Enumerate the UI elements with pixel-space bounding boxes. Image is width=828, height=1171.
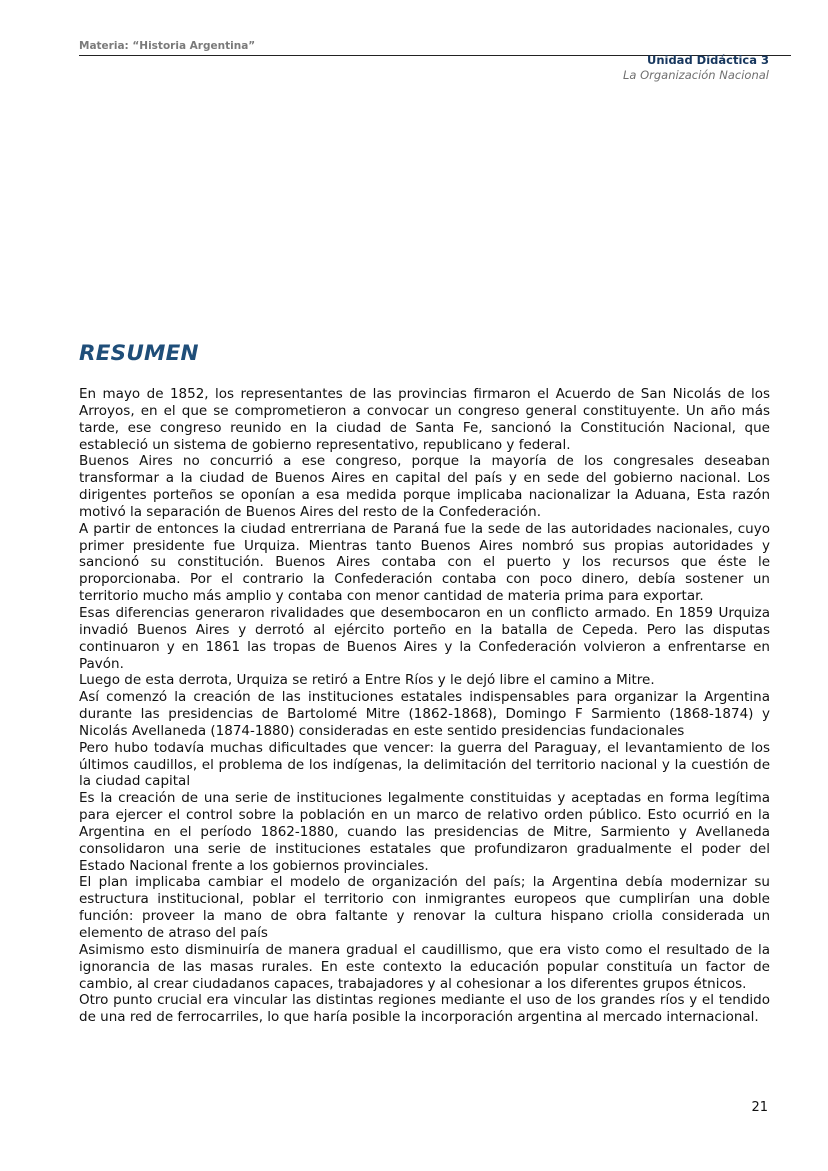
paragraph: Pero hubo todavía muchas dificultades que vencer: la guerra del Paraguay, el levantamiento de los últimos caudillos, el problema de los indígenas, la delimitación del territorio nacional y la cuestión de la ciudad capital xyxy=(79,739,770,790)
paragraph: Asimismo esto disminuiría de manera gradual el caudillismo, que era visto como el resultado de la ignorancia de las masas rurales. En este contexto la educación popular constituía un factor de cambio, al crear ciudadanos capaces, trabajadores y al cohesionar a los diferentes grupos étnicos. xyxy=(79,941,770,992)
paragraph: El plan implicaba cambiar el modelo de organización del país; la Argentina debía modernizar su estructura institucional, poblar el territorio con inmigrantes europeos que cumplirían una doble función: proveer la mano de obra faltante y renovar la cultura hispano criolla considerada un elemento de atraso del país xyxy=(79,874,770,941)
paragraph: Otro punto crucial era vincular las distintas regiones mediante el uso de los grandes ríos y el tendido de una red de ferrocarriles, lo que haría posible la incorporación argentina al mercado internacional. xyxy=(79,992,770,1026)
paragraph: Buenos Aires no concurrió a ese congreso, porque la mayoría de los congresales deseaban transformar a la ciudad de Buenos Aires en capital del país y en sede del gobierno nacional. Los dirigentes porteños se oponían a esa medida porque implicaba nacionalizar la Aduana, Esta razón motivó la separación de Buenos Aires del resto de la Confederación. xyxy=(79,453,770,520)
paragraph: A partir de entonces la ciudad entrerriana de Paraná fue la sede de las autoridades nacionales, cuyo primer presidente fue Urquiza. Mientras tanto Buenos Aires nombró sus propias autoridades y sancionó su constitución. Buenos Aires contaba con el puerto y los recursos que éste le proporcionaba. Por el contrario la Confederación contaba con poco dinero, debía sostener un territorio mucho más amplio y contaba con menor cantidad de materia prima para exportar. xyxy=(79,520,770,605)
paragraph: Así comenzó la creación de las instituciones estatales indispensables para organizar la Argentina durante las presidencias de Bartolomé Mitre (1862-1868), Domingo F Sarmiento (1868-1874) y Nicolás Avellaneda (1874-1880) consideradas en este sentido presidencias fundacionales xyxy=(79,689,770,739)
unit-header: Unidad Didáctica 3 xyxy=(646,53,769,67)
summary-body xyxy=(79,386,770,1026)
unit-title: La Organización Nacional xyxy=(622,68,769,82)
paragraph: Esas diferencias generaron rivalidades que desembocaron en un conflicto armado. En 1859 Urquiza invadió Buenos Aires y derrotó al ejército porteño en la batalla de Cepeda. Pero las disputas continuaron y en 1861 las tropas de Buenos Aires y la Confederación volvieron a enfrentarse en Pavón. xyxy=(79,604,770,672)
paragraph: En mayo de 1852, los representantes de las provincias firmaron el Acuerdo de San Nicolás de los Arroyos, en el que se comprometieron a convocar un congreso general constituyente. Un año más tarde, ese congreso reunido en la ciudad de Santa Fe, sancionó la Constitución Nacional, que estableció un sistema de gobierno representativo, republicano y federal. xyxy=(79,386,770,453)
page-number: 21 xyxy=(751,1100,768,1115)
paragraph: Luego de esta derrota, Urquiza se retiró a Entre Ríos y le dejó libre el camino a Mitre. xyxy=(79,672,655,689)
section-title: RESUMEN xyxy=(79,341,199,366)
subject-header: Materia: “Historia Argentina” xyxy=(79,40,256,52)
paragraph: Es la creación de una serie de instituciones legalmente constituidas y aceptadas en forma legítima para ejercer el control sobre la población en un marco de relativo orden público. Esto ocurrió en la Argentina en el período 1862-1880, cuando las presidencias de Mitre, Sarmiento y Avellaneda consolidaron una serie de instituciones estatales que profundizaron gradualmente el poder del Estado Nacional frente a los gobiernos provinciales. xyxy=(79,790,770,874)
